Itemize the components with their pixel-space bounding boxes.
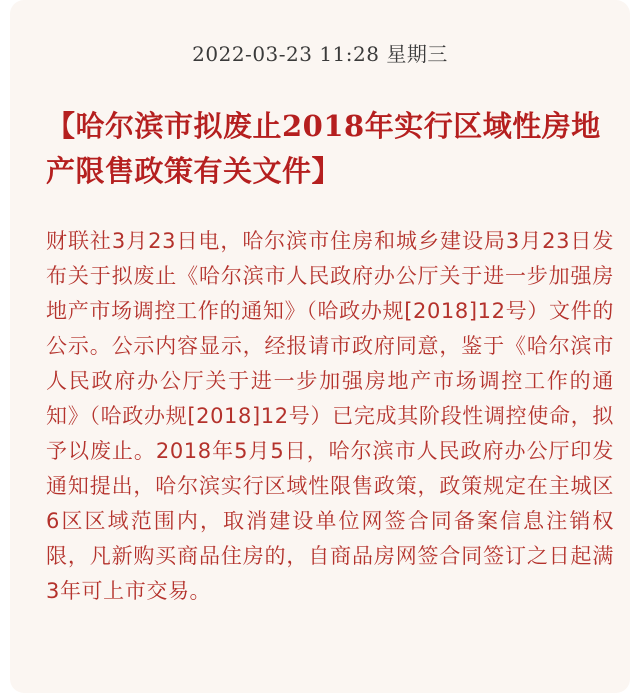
- publish-datetime: 2022-03-23 11:28 星期三: [192, 42, 448, 66]
- article-body: 财联社3月23日电，哈尔滨市住房和城乡建设局3月23日发布关于拟废止《哈尔滨市人民政府办公厅关于进一步加强房地产市场调控工作的通知》（哈政办规[2018]12号）文件的公示。公示内容显示，经报请市政府同意，鉴于《哈尔滨市人民政府办公厅关于进一步加强房地产市场调控工作的通知》（哈政办规[2018]12号）已完成其阶段性调控使命，拟予以废止。2018年5月5日，哈尔滨市人民政府办公厅印发通知提出，哈尔滨实行区域性限售政策，政策规定在主城区6区区域范围内，取消建设单位网签合同备案信息注销权限，凡新购买商品住房的，自商品房网签合同签订之日起满3年可上市交易。: [46, 229, 614, 603]
- news-card: [10, 0, 630, 693]
- article-title: 【哈尔滨市拟废止2018年实行区域性房地产限售政策有关文件】: [46, 109, 601, 188]
